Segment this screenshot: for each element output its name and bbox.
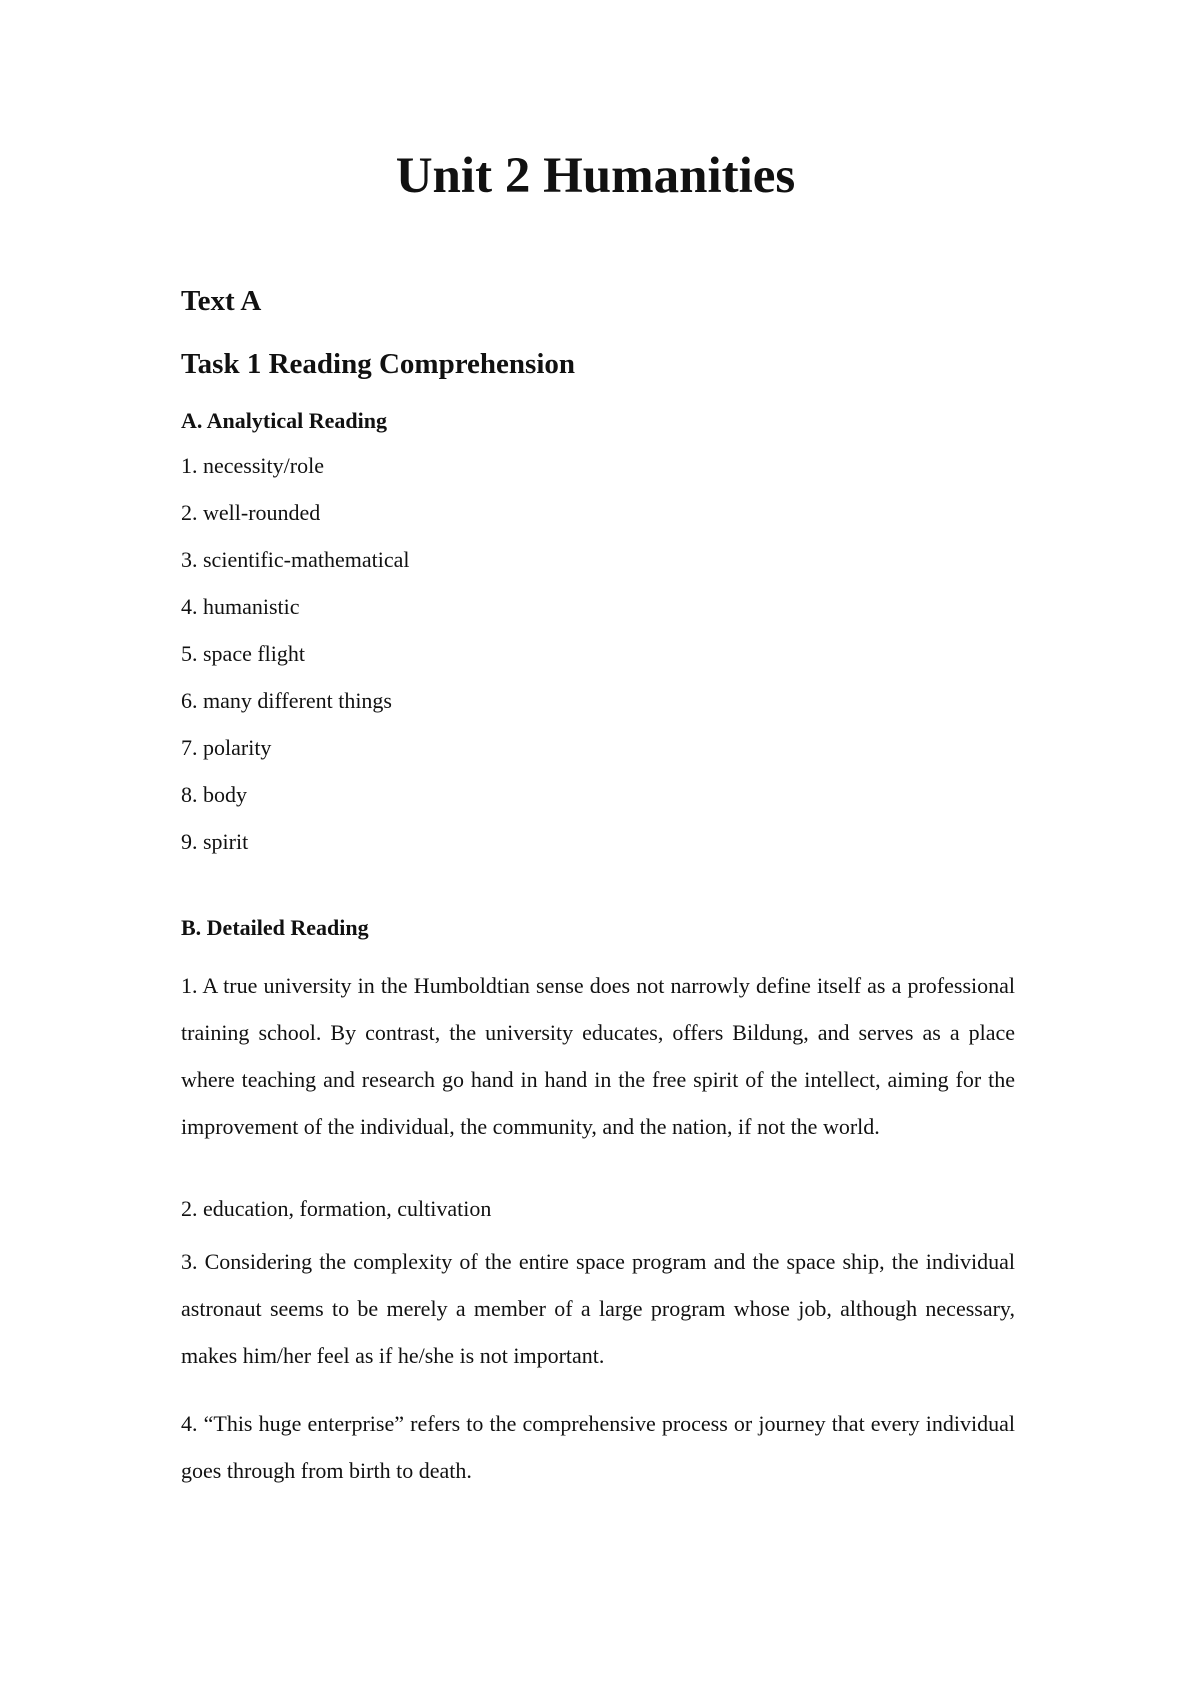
detailed-reading-heading: B. Detailed Reading bbox=[181, 915, 369, 940]
answer-item: 7. polarity bbox=[181, 735, 272, 760]
analytical-reading-heading: A. Analytical Reading bbox=[181, 408, 387, 433]
answer-item: 3. scientific-mathematical bbox=[181, 547, 410, 572]
task-heading: Task 1 Reading Comprehension bbox=[181, 348, 576, 380]
detailed-answer-1: 1. A true university in the Humboldtian sense does not narrowly define itself as a professional training school. By contrast, the university educates, offers Bildung, and serves as a place where teaching and research go hand in hand in the free spirit of the intellect, aiming for the improvement of the individual, the community, and the nation, if not the world. bbox=[181, 973, 1015, 1139]
detailed-answer-3: 3. Considering the complexity of the entire space program and the space ship, the individual astronaut seems to be merely a member of a large program whose job, although necessary, makes him/her feel as if he/she is not important. bbox=[181, 1249, 1015, 1368]
answer-item: 6. many different things bbox=[181, 688, 392, 713]
answer-item: 5. space flight bbox=[181, 641, 306, 666]
section-heading: Text A bbox=[181, 285, 262, 317]
answer-item: 1. necessity/role bbox=[181, 453, 324, 478]
detailed-answer-4: 4. “This huge enterprise” refers to the comprehensive process or journey that every individual goes through from birth to death. bbox=[181, 1411, 1015, 1483]
analytical-reading-answers bbox=[181, 452, 409, 875]
answer-item: 2. well-rounded bbox=[181, 500, 321, 525]
answer-item: 4. humanistic bbox=[181, 594, 300, 619]
unit-title: Unit 2 Humanities bbox=[395, 148, 796, 204]
answer-item: 9. spirit bbox=[181, 829, 249, 854]
detailed-answer-2: 2. education, formation, cultivation bbox=[181, 1196, 492, 1221]
answer-item: 8. body bbox=[181, 782, 247, 807]
